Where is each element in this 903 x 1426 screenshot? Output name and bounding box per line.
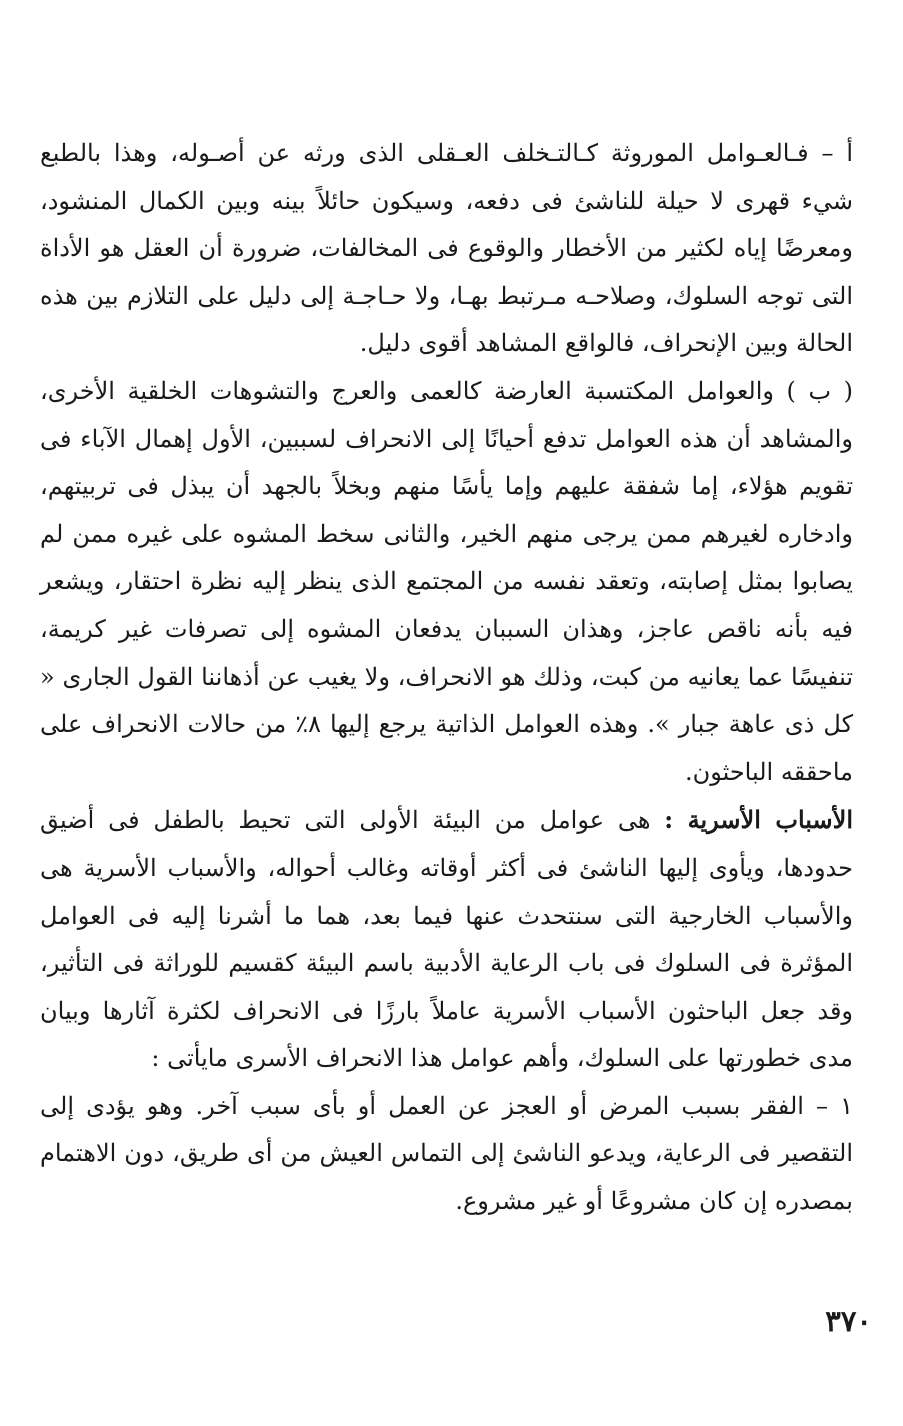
paragraph-item-one [40,1083,853,1226]
section-heading-family-causes: الأسباب الأسرية : [664,805,854,835]
paragraph-ba [40,368,853,796]
paragraph-ba-text: ( ب ) والعوامل المكتسبة العارضة كالعمى والعرج والتشوهات الخلقية الأخرى، والمشاهد أن هذه العوامل تدفع أحيانًا إلى الانحراف لسببين، الأول إهمال الآباء فى تقويم هؤلاء، إما شفقة عليهم وإما يأسًا منهم وبخلاً بالجهد أن يبذل فى تربيتهم، وادخاره لغيرهم ممن يرجى منهم الخير، والثانى سخط المشوه على غيره ممن لم يصابوا بمثل إصابته، وتعقد نفسه من المجتمع الذى ينظر إليه نظرة احتقار، ويشعر فيه بأنه ناقص عاجز، وهذان السببان يدفعان المشوه إلى تصرفات غير كريمة، تنفيسًا عما يعانيه من كبت، وذلك هو الانحراف، ولا يغيب عن أذهاننا القول الجارى « كل ذى عاهة جبار ». وهذه العوامل الذاتية يرجع إليها ٨٪ من حالات الانحراف على ماحققه الباحثون. [40,376,854,786]
body-text [40,130,853,1226]
paragraph-family-causes [40,796,853,1083]
paragraph-alef [40,130,853,368]
paragraph-item-one-text: ١ – الفقر بسبب المرض أو العجز عن العمل أو بأى سبب آخر. وهو يؤدى إلى التقصير فى الرعاية، ويدعو الناشئ إلى التماس العيش من أى طريق، دون الاهتمام بمصدره إن كان مشروعًا أو غير مشروع. [40,1091,853,1216]
paragraph-family-causes-text: هى عوامل من البيئة الأولى التى تحيط بالطفل فى أضيق حدودها، ويأوى إليها الناشئ فى أكثر أوقاته وغالب أحواله، والأسباب الأسرية هى والأسباب الخارجية التى سنتحدث عنها فيما بعد، هما ما أشرنا إليه فى العوامل المؤثرة فى السلوك فى باب الرعاية الأدبية باسم البيئة كقسيم للوراثة فى التأثير، وقد جعل الباحثون الأسباب الأسرية عاملاً بارزًا فى الانحراف لكثرة آثارها وبيان مدى خطورتها على السلوك، وأهم عوامل هذا الانحراف الأسرى مايأتى : [40,806,854,1073]
paragraph-alef-text: أ – فـالعـوامل الموروثة كـالتـخلف العـقلى الذى ورثه عن أصـوله، وهذا بالطبع شيء قهرى لا حيلة للناشئ فى دفعه، وسيكون حائلاً بينه وبين الكمال المنشود، ومعرضًا إياه لكثير من الأخطار والوقوع فى المخالفات، ضرورة أن العقل هو الأداة التى توجه السلوك، وصلاحـه مـرتبط بهـا، ولا حـاجـة إلى دليل على التلازم بين هذه الحالة وبين الإنحراف، فالواقع المشاهد أقوى دليل. [40,139,853,358]
page-number: ٣٧٠ [825,1304,872,1338]
